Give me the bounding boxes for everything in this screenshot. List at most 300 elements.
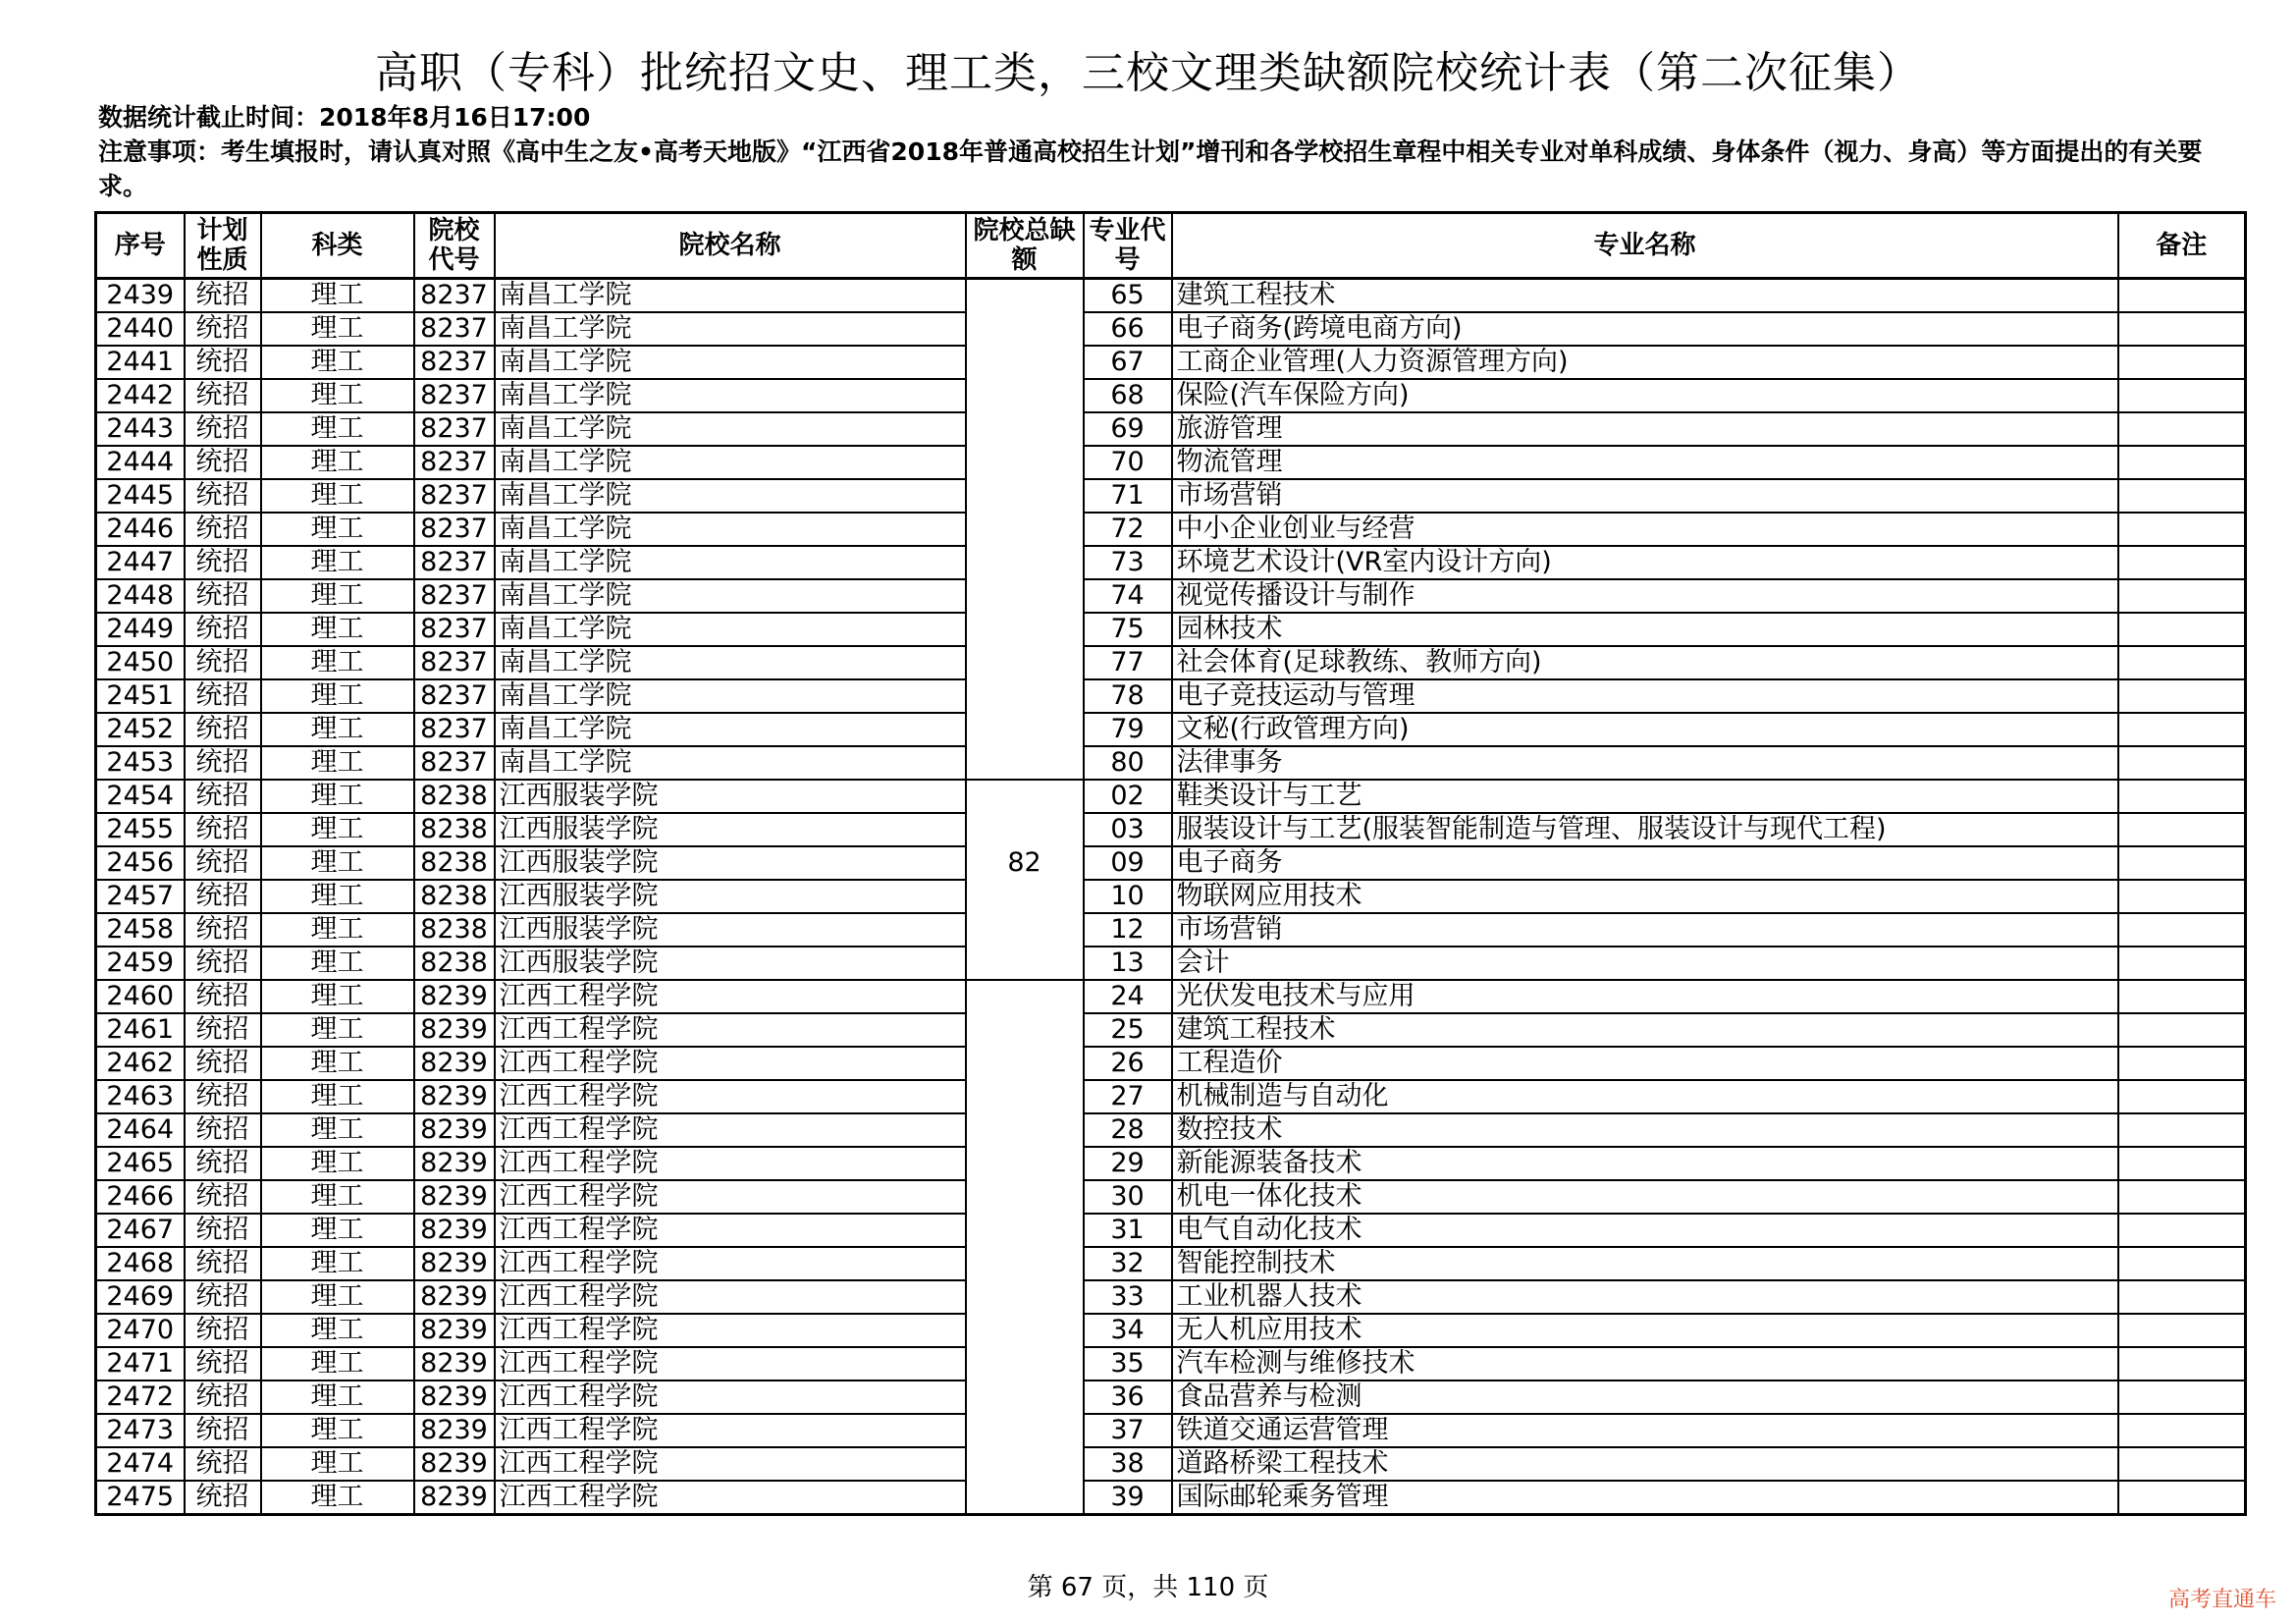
- cell-major-code: 75: [1084, 613, 1172, 646]
- cell-school-code: 8237: [414, 279, 495, 313]
- cell-school-vacancy: [966, 780, 1084, 813]
- header-school-name: 院校名称: [495, 213, 966, 279]
- table-row: [96, 1247, 2246, 1280]
- cell-plan-type: 统招: [185, 880, 261, 913]
- cell-category: 理工: [261, 1380, 414, 1414]
- cell-category: 理工: [261, 1481, 414, 1515]
- cell-school-code: 8238: [414, 880, 495, 913]
- cell-plan-type: 统招: [185, 312, 261, 346]
- cell-major-name: 物联网应用技术: [1172, 880, 2118, 913]
- table-row: [96, 746, 2246, 780]
- cell-school-name: 江西工程学院: [495, 1414, 966, 1447]
- cell-major-code: 71: [1084, 479, 1172, 513]
- cell-remarks: [2118, 346, 2246, 379]
- cell-seq: 2471: [96, 1347, 185, 1380]
- cell-seq: 2474: [96, 1447, 185, 1481]
- cell-school-code: 8239: [414, 1047, 495, 1080]
- cell-category: 理工: [261, 1247, 414, 1280]
- cell-school-vacancy: [966, 980, 1084, 1013]
- cell-remarks: [2118, 679, 2246, 713]
- cell-school-name: 南昌工学院: [495, 646, 966, 679]
- cell-major-code: 69: [1084, 412, 1172, 446]
- cell-category: 理工: [261, 379, 414, 412]
- cell-school-vacancy: [966, 1247, 1084, 1280]
- cell-seq: 2449: [96, 613, 185, 646]
- cell-plan-type: 统招: [185, 746, 261, 780]
- cell-category: 理工: [261, 713, 414, 746]
- cell-major-name: 文秘(行政管理方向): [1172, 713, 2118, 746]
- cell-plan-type: 统招: [185, 913, 261, 947]
- cell-major-name: 新能源装备技术: [1172, 1147, 2118, 1180]
- cell-remarks: [2118, 813, 2246, 846]
- cell-category: 理工: [261, 412, 414, 446]
- cell-remarks: [2118, 1180, 2246, 1214]
- cell-school-code: 8239: [414, 980, 495, 1013]
- cell-remarks: [2118, 446, 2246, 479]
- cell-major-name: 市场营销: [1172, 913, 2118, 947]
- cell-seq: 2450: [96, 646, 185, 679]
- cell-major-name: 建筑工程技术: [1172, 1013, 2118, 1047]
- cell-category: 理工: [261, 1113, 414, 1147]
- cell-school-code: 8239: [414, 1481, 495, 1515]
- cell-school-vacancy: 82: [966, 846, 1084, 880]
- header-plan-type: 计划性质: [185, 213, 261, 279]
- cell-major-name: 工商企业管理(人力资源管理方向): [1172, 346, 2118, 379]
- cell-school-name: 南昌工学院: [495, 446, 966, 479]
- cell-major-code: 80: [1084, 746, 1172, 780]
- cell-major-name: 工程造价: [1172, 1047, 2118, 1080]
- cell-major-code: 66: [1084, 312, 1172, 346]
- cell-seq: 2456: [96, 846, 185, 880]
- cell-school-name: 南昌工学院: [495, 279, 966, 313]
- cell-major-code: 28: [1084, 1113, 1172, 1147]
- cell-school-code: 8238: [414, 780, 495, 813]
- cell-plan-type: 统招: [185, 947, 261, 980]
- cell-seq: 2457: [96, 880, 185, 913]
- cell-school-code: 8238: [414, 846, 495, 880]
- cell-remarks: [2118, 1414, 2246, 1447]
- cell-category: 理工: [261, 513, 414, 546]
- table-row: [96, 1347, 2246, 1380]
- cell-school-code: 8239: [414, 1247, 495, 1280]
- cell-plan-type: 统招: [185, 1414, 261, 1447]
- cell-major-name: 电子商务(跨境电商方向): [1172, 312, 2118, 346]
- cell-seq: 2458: [96, 913, 185, 947]
- cell-school-vacancy: [966, 1347, 1084, 1380]
- cell-seq: 2439: [96, 279, 185, 313]
- cell-school-code: 8238: [414, 813, 495, 846]
- table-row: [96, 713, 2246, 746]
- cell-plan-type: 统招: [185, 679, 261, 713]
- cell-school-code: 8237: [414, 746, 495, 780]
- cell-major-code: 39: [1084, 1481, 1172, 1515]
- table-row: [96, 1080, 2246, 1113]
- cell-major-name: 无人机应用技术: [1172, 1314, 2118, 1347]
- cell-major-name: 视觉传播设计与制作: [1172, 579, 2118, 613]
- cell-plan-type: 统招: [185, 780, 261, 813]
- cell-major-name: 市场营销: [1172, 479, 2118, 513]
- table-row: [96, 546, 2246, 579]
- cell-category: 理工: [261, 1013, 414, 1047]
- cell-seq: 2451: [96, 679, 185, 713]
- table-row: [96, 579, 2246, 613]
- cell-major-name: 光伏发电技术与应用: [1172, 980, 2118, 1013]
- cell-school-code: 8237: [414, 513, 495, 546]
- cell-remarks: [2118, 913, 2246, 947]
- cell-school-vacancy: [966, 1280, 1084, 1314]
- table-row: [96, 1180, 2246, 1214]
- cell-school-vacancy: [966, 379, 1084, 412]
- cell-remarks: [2118, 880, 2246, 913]
- cell-seq: 2461: [96, 1013, 185, 1047]
- cell-seq: 2452: [96, 713, 185, 746]
- cell-school-name: 江西服装学院: [495, 913, 966, 947]
- cell-remarks: [2118, 613, 2246, 646]
- cell-major-name: 机电一体化技术: [1172, 1180, 2118, 1214]
- cell-remarks: [2118, 579, 2246, 613]
- cell-major-name: 会计: [1172, 947, 2118, 980]
- cell-category: 理工: [261, 1314, 414, 1347]
- cell-remarks: [2118, 1013, 2246, 1047]
- cell-school-code: 8239: [414, 1080, 495, 1113]
- cell-school-code: 8237: [414, 679, 495, 713]
- cell-category: 理工: [261, 1447, 414, 1481]
- cell-seq: 2473: [96, 1414, 185, 1447]
- cell-school-name: 南昌工学院: [495, 679, 966, 713]
- cell-school-name: 江西工程学院: [495, 1113, 966, 1147]
- cell-major-name: 机械制造与自动化: [1172, 1080, 2118, 1113]
- stat-cutoff-time: 数据统计截止时间：2018年8月16日17:00: [98, 103, 591, 132]
- cell-plan-type: 统招: [185, 479, 261, 513]
- cell-plan-type: 统招: [185, 579, 261, 613]
- cell-school-vacancy: [966, 679, 1084, 713]
- cell-school-vacancy: [966, 1214, 1084, 1247]
- cell-school-code: 8239: [414, 1280, 495, 1314]
- cell-seq: 2462: [96, 1047, 185, 1080]
- cell-plan-type: 统招: [185, 813, 261, 846]
- cell-school-name: 江西服装学院: [495, 813, 966, 846]
- cell-remarks: [2118, 780, 2246, 813]
- cell-major-code: 65: [1084, 279, 1172, 313]
- table-row: [96, 379, 2246, 412]
- cell-remarks: [2118, 312, 2246, 346]
- cell-remarks: [2118, 1214, 2246, 1247]
- cell-plan-type: 统招: [185, 446, 261, 479]
- cell-remarks: [2118, 746, 2246, 780]
- cell-school-code: 8237: [414, 579, 495, 613]
- table-row: [96, 1481, 2246, 1515]
- cell-major-name: 工业机器人技术: [1172, 1280, 2118, 1314]
- cell-major-code: 73: [1084, 546, 1172, 579]
- cell-seq: 2467: [96, 1214, 185, 1247]
- table-row: [96, 312, 2246, 346]
- cell-school-vacancy: [966, 713, 1084, 746]
- cell-category: 理工: [261, 646, 414, 679]
- cell-category: 理工: [261, 1347, 414, 1380]
- header-seq: 序号: [96, 213, 185, 279]
- cell-major-name: 建筑工程技术: [1172, 279, 2118, 313]
- cell-category: 理工: [261, 1414, 414, 1447]
- cell-remarks: [2118, 1347, 2246, 1380]
- cell-school-vacancy: [966, 1314, 1084, 1347]
- table-row: [96, 1047, 2246, 1080]
- cell-major-code: 12: [1084, 913, 1172, 947]
- cell-major-code: 79: [1084, 713, 1172, 746]
- cell-seq: 2472: [96, 1380, 185, 1414]
- cell-remarks: [2118, 947, 2246, 980]
- cell-school-vacancy: [966, 446, 1084, 479]
- cell-school-name: 江西工程学院: [495, 1214, 966, 1247]
- cell-school-vacancy: [966, 1447, 1084, 1481]
- cell-school-name: 南昌工学院: [495, 379, 966, 412]
- cell-category: 理工: [261, 1180, 414, 1214]
- cell-major-name: 国际邮轮乘务管理: [1172, 1481, 2118, 1515]
- table-body: [96, 279, 2246, 1515]
- cell-category: 理工: [261, 1280, 414, 1314]
- cell-category: 理工: [261, 446, 414, 479]
- cell-major-code: 33: [1084, 1280, 1172, 1314]
- cell-major-code: 68: [1084, 379, 1172, 412]
- table-row: [96, 412, 2246, 446]
- cell-school-code: 8239: [414, 1147, 495, 1180]
- cell-major-code: 24: [1084, 980, 1172, 1013]
- cell-remarks: [2118, 646, 2246, 679]
- cell-remarks: [2118, 379, 2246, 412]
- cell-category: 理工: [261, 679, 414, 713]
- cell-school-code: 8239: [414, 1314, 495, 1347]
- cell-remarks: [2118, 846, 2246, 880]
- table-row: [96, 279, 2246, 313]
- cell-major-name: 中小企业创业与经营: [1172, 513, 2118, 546]
- cell-seq: 2440: [96, 312, 185, 346]
- table-row: [96, 1214, 2246, 1247]
- cell-plan-type: 统招: [185, 1180, 261, 1214]
- cell-category: 理工: [261, 780, 414, 813]
- cell-school-name: 江西服装学院: [495, 780, 966, 813]
- cell-remarks: [2118, 1447, 2246, 1481]
- cell-school-name: 江西服装学院: [495, 846, 966, 880]
- table-row: [96, 913, 2246, 947]
- cell-school-name: 江西工程学院: [495, 1180, 966, 1214]
- cell-major-code: 03: [1084, 813, 1172, 846]
- cell-plan-type: 统招: [185, 980, 261, 1013]
- cell-category: 理工: [261, 913, 414, 947]
- cell-major-code: 30: [1084, 1180, 1172, 1214]
- cell-school-code: 8237: [414, 412, 495, 446]
- cell-remarks: [2118, 546, 2246, 579]
- cell-remarks: [2118, 713, 2246, 746]
- cell-remarks: [2118, 1047, 2246, 1080]
- cell-school-vacancy: [966, 746, 1084, 780]
- cell-school-vacancy: [966, 646, 1084, 679]
- cell-plan-type: 统招: [185, 1080, 261, 1113]
- cell-plan-type: 统招: [185, 1280, 261, 1314]
- cell-seq: 2464: [96, 1113, 185, 1147]
- cell-plan-type: 统招: [185, 379, 261, 412]
- cell-school-vacancy: [966, 1113, 1084, 1147]
- cell-major-name: 法律事务: [1172, 746, 2118, 780]
- cell-school-vacancy: [966, 479, 1084, 513]
- table-row: [96, 880, 2246, 913]
- cell-major-name: 铁道交通运营管理: [1172, 1414, 2118, 1447]
- cell-plan-type: 统招: [185, 546, 261, 579]
- cell-major-code: 36: [1084, 1380, 1172, 1414]
- cell-school-vacancy: [966, 1380, 1084, 1414]
- cell-category: 理工: [261, 746, 414, 780]
- cell-school-code: 8239: [414, 1214, 495, 1247]
- cell-major-name: 社会体育(足球教练、教师方向): [1172, 646, 2118, 679]
- cell-plan-type: 统招: [185, 1380, 261, 1414]
- table-row: [96, 646, 2246, 679]
- cell-remarks: [2118, 1247, 2246, 1280]
- vacancy-table: [94, 211, 2247, 1516]
- cell-major-code: 78: [1084, 679, 1172, 713]
- cell-major-code: 26: [1084, 1047, 1172, 1080]
- cell-category: 理工: [261, 947, 414, 980]
- cell-major-code: 37: [1084, 1414, 1172, 1447]
- header-major-name: 专业名称: [1172, 213, 2118, 279]
- table-row: [96, 813, 2246, 846]
- cell-category: 理工: [261, 479, 414, 513]
- table-row: [96, 679, 2246, 713]
- cell-school-vacancy: [966, 1147, 1084, 1180]
- header-major-code: 专业代号: [1084, 213, 1172, 279]
- cell-school-code: 8239: [414, 1180, 495, 1214]
- table-row: [96, 1147, 2246, 1180]
- cell-school-vacancy: [966, 1414, 1084, 1447]
- cell-school-name: 江西工程学院: [495, 1013, 966, 1047]
- cell-seq: 2465: [96, 1147, 185, 1180]
- cell-plan-type: 统招: [185, 1314, 261, 1347]
- cell-school-name: 南昌工学院: [495, 479, 966, 513]
- cell-category: 理工: [261, 1147, 414, 1180]
- cell-seq: 2447: [96, 546, 185, 579]
- table-row: [96, 846, 2246, 880]
- watermark: 高考直通车: [2167, 1588, 2276, 1612]
- cell-school-name: 南昌工学院: [495, 546, 966, 579]
- cell-plan-type: 统招: [185, 613, 261, 646]
- cell-seq: 2454: [96, 780, 185, 813]
- header-remarks: 备注: [2118, 213, 2246, 279]
- cell-major-code: 09: [1084, 846, 1172, 880]
- cell-category: 理工: [261, 312, 414, 346]
- cell-school-name: 南昌工学院: [495, 713, 966, 746]
- cell-remarks: [2118, 1113, 2246, 1147]
- cell-major-name: 汽车检测与维修技术: [1172, 1347, 2118, 1380]
- cell-school-code: 8239: [414, 1380, 495, 1414]
- cell-seq: 2470: [96, 1314, 185, 1347]
- cell-school-name: 江西工程学院: [495, 980, 966, 1013]
- cell-major-code: 27: [1084, 1080, 1172, 1113]
- cell-plan-type: 统招: [185, 1481, 261, 1515]
- cell-school-name: 南昌工学院: [495, 579, 966, 613]
- cell-major-code: 67: [1084, 346, 1172, 379]
- cell-remarks: [2118, 1080, 2246, 1113]
- cell-school-vacancy: [966, 1080, 1084, 1113]
- cell-seq: 2441: [96, 346, 185, 379]
- cell-major-code: 35: [1084, 1347, 1172, 1380]
- cell-plan-type: 统招: [185, 1147, 261, 1180]
- cell-major-name: 环境艺术设计(VR室内设计方向): [1172, 546, 2118, 579]
- cell-remarks: [2118, 279, 2246, 313]
- cell-school-vacancy: [966, 947, 1084, 980]
- cell-seq: 2468: [96, 1247, 185, 1280]
- cell-seq: 2466: [96, 1180, 185, 1214]
- cell-seq: 2445: [96, 479, 185, 513]
- cell-category: 理工: [261, 279, 414, 313]
- cell-major-code: 70: [1084, 446, 1172, 479]
- cell-major-name: 服装设计与工艺(服装智能制造与管理、服装设计与现代工程): [1172, 813, 2118, 846]
- cell-plan-type: 统招: [185, 1113, 261, 1147]
- cell-seq: 2469: [96, 1280, 185, 1314]
- cell-plan-type: 统招: [185, 1347, 261, 1380]
- cell-major-name: 物流管理: [1172, 446, 2118, 479]
- cell-major-name: 道路桥梁工程技术: [1172, 1447, 2118, 1481]
- cell-remarks: [2118, 1314, 2246, 1347]
- cell-major-code: 13: [1084, 947, 1172, 980]
- table-row: [96, 780, 2246, 813]
- cell-major-name: 食品营养与检测: [1172, 1380, 2118, 1414]
- cell-category: 理工: [261, 546, 414, 579]
- table-header-row: [96, 213, 2246, 279]
- cell-school-name: 江西工程学院: [495, 1047, 966, 1080]
- cell-seq: 2459: [96, 947, 185, 980]
- table-row: [96, 346, 2246, 379]
- cell-school-name: 南昌工学院: [495, 613, 966, 646]
- cell-school-code: 8238: [414, 947, 495, 980]
- cell-school-name: 江西工程学院: [495, 1347, 966, 1380]
- cell-school-name: 江西工程学院: [495, 1080, 966, 1113]
- cell-major-name: 旅游管理: [1172, 412, 2118, 446]
- cell-school-vacancy: [966, 613, 1084, 646]
- cell-remarks: [2118, 1280, 2246, 1314]
- cell-plan-type: 统招: [185, 513, 261, 546]
- cell-school-code: 8237: [414, 346, 495, 379]
- cell-major-code: 25: [1084, 1013, 1172, 1047]
- cell-school-code: 8239: [414, 1414, 495, 1447]
- cell-remarks: [2118, 412, 2246, 446]
- cell-category: 理工: [261, 846, 414, 880]
- cell-plan-type: 统招: [185, 646, 261, 679]
- cell-school-code: 8237: [414, 379, 495, 412]
- cell-plan-type: 统招: [185, 713, 261, 746]
- table-row: [96, 1414, 2246, 1447]
- cell-major-code: 31: [1084, 1214, 1172, 1247]
- cell-category: 理工: [261, 613, 414, 646]
- cell-school-vacancy: [966, 1047, 1084, 1080]
- cell-major-name: 电气自动化技术: [1172, 1214, 2118, 1247]
- cell-major-name: 智能控制技术: [1172, 1247, 2118, 1280]
- cell-school-vacancy: [966, 513, 1084, 546]
- cell-school-name: 江西工程学院: [495, 1247, 966, 1280]
- cell-school-vacancy: [966, 279, 1084, 313]
- cell-major-code: 72: [1084, 513, 1172, 546]
- table-row: [96, 1314, 2246, 1347]
- cell-remarks: [2118, 1147, 2246, 1180]
- cell-school-name: 江西工程学院: [495, 1280, 966, 1314]
- table-row: [96, 479, 2246, 513]
- table-row: [96, 446, 2246, 479]
- cell-school-code: 8239: [414, 1347, 495, 1380]
- cell-school-name: 南昌工学院: [495, 746, 966, 780]
- table-row: [96, 513, 2246, 546]
- cell-remarks: [2118, 1481, 2246, 1515]
- header-school-vacancy: 院校总缺额: [966, 213, 1084, 279]
- cell-school-name: 南昌工学院: [495, 346, 966, 379]
- cell-school-vacancy: [966, 346, 1084, 379]
- cell-seq: 2442: [96, 379, 185, 412]
- cell-school-vacancy: [966, 1481, 1084, 1515]
